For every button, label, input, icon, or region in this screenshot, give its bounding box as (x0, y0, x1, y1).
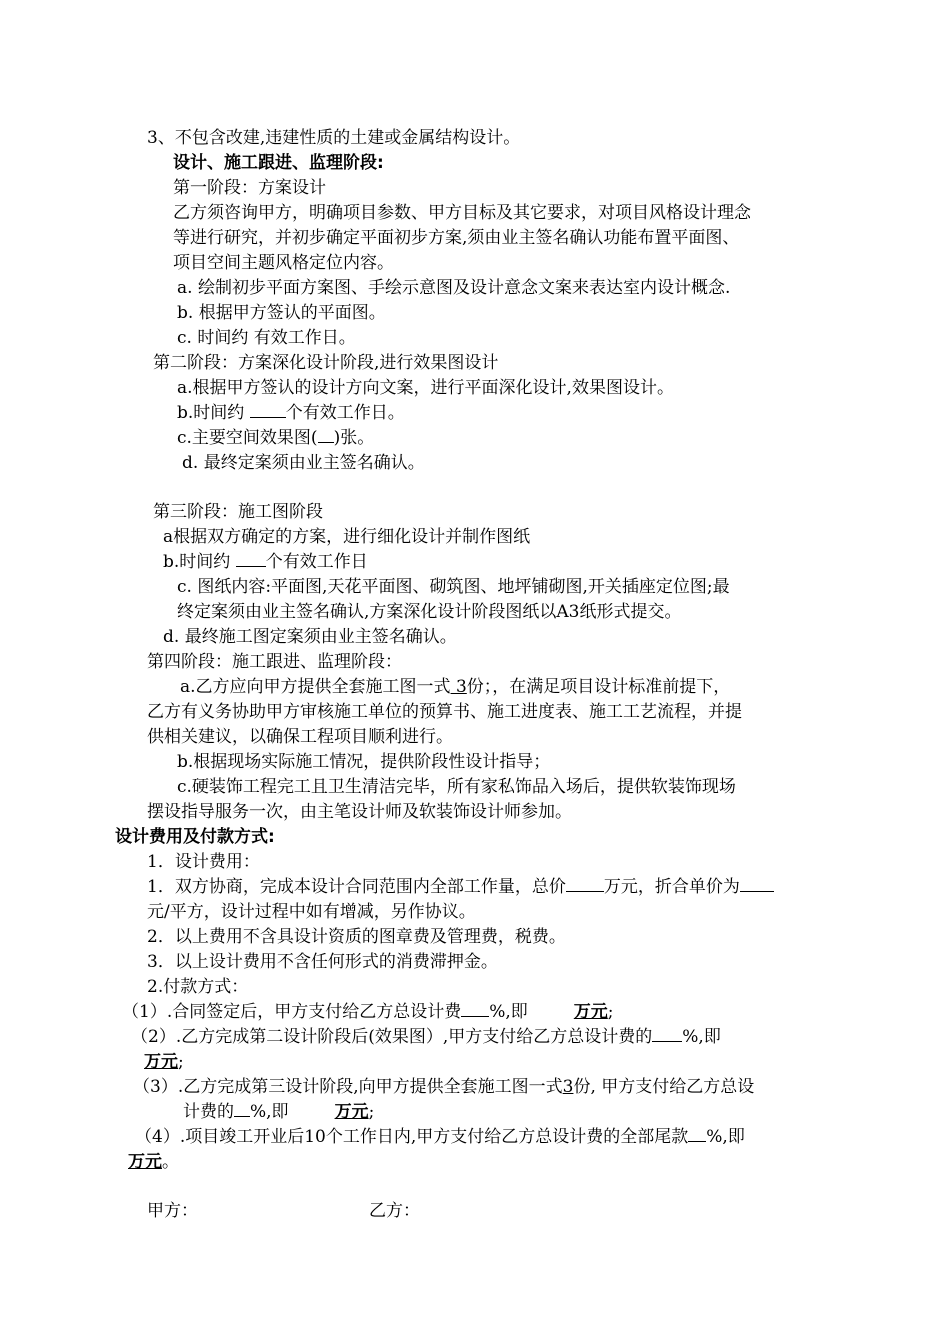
stage3-item-a: a根据双方确定的方案，进行细化设计并制作图纸 (163, 527, 531, 547)
payment-4: （4）.项目竣工开业后10个工作日内,甲方支付给乙方总设计费的全部尾款 %,即 (135, 1127, 745, 1147)
blank-field (234, 1100, 250, 1117)
stage1-item-c: c. 时间约 有效工作日。 (177, 328, 356, 348)
blank-field (688, 1125, 706, 1142)
stage1-desc-line2: 等进行研究，并初步确定平面初步方案,须由业主签名确认功能布置平面图、 (173, 228, 740, 248)
payment-2: （2）.乙方完成第二设计阶段后(效果图）,甲方支付给乙方总设计费的 %,即 (131, 1027, 721, 1047)
stage3-item-d: d. 最终施工图定案须由业主签名确认。 (163, 627, 457, 647)
stage4-item-c-line2: 摆设指导服务一次，由主笔设计师及软装饰设计师参加。 (147, 802, 572, 822)
stage4-item-a-line3: 供相关建议，以确保工程项目顺利进行。 (147, 727, 453, 747)
fees-p1-line2: 元/平方，设计过程中如有增减，另作协议。 (147, 902, 476, 922)
fees-p3: 3．以上设计费用不含任何形式的消费滞押金。 (147, 952, 498, 972)
stage1-item-a: a. 绘制初步平面方案图、手绘示意图及设计意念文案来表达室内设计概念. (177, 278, 731, 298)
stage4-item-a-line2: 乙方有义务协助甲方审核施工单位的预算书、施工进度表、施工工艺流程，并提 (147, 702, 742, 722)
party-b-label: 乙方： (369, 1201, 420, 1221)
stage4-item-c-line1: c.硬装饰工程完工且卫生清洁完毕，所有家私饰品入场后，提供软装饰现场 (177, 777, 736, 797)
stage2-item-c: c.主要空间效果图( )张。 (177, 428, 375, 448)
stage1-title: 第一阶段：方案设计 (173, 178, 326, 198)
payment-4-cont: 万元。 (128, 1152, 179, 1172)
stage4-item-b: b.根据现场实际施工情况，提供阶段性设计指导； (177, 752, 551, 772)
stage3-item-b: b.时间约 个有效工作日 (163, 552, 368, 572)
stage4-item-a-line1: a.乙方应向甲方提供全套施工图一式 3份；，在满足项目设计标准前提下， (180, 677, 731, 697)
stage2-title: 第二阶段：方案深化设计阶段,进行效果图设计 (153, 353, 499, 373)
stage1-desc-line1: 乙方须咨询甲方，明确项目参数、甲方目标及其它要求，对项目风格设计理念 (173, 203, 751, 223)
stage2-item-b: b.时间约 个有效工作日。 (177, 403, 405, 423)
item-3: 3、不包含改建,违建性质的土建或金属结构设计。 (147, 128, 521, 148)
payment-3: （3）.乙方完成第三设计阶段,向甲方提供全套施工图一式3份, 甲方支付给乙方总设 (133, 1077, 755, 1097)
stage3-item-c-line2: 终定案须由业主签名确认,方案深化设计阶段图纸以A3纸形式提交。 (177, 602, 682, 622)
fees-sub2: 2.付款方式： (147, 977, 249, 997)
stage2-item-a: a.根据甲方签认的设计方向文案，进行平面深化设计,效果图设计。 (177, 378, 674, 398)
fees-p1-line1: 1．双方协商，完成本设计合同范围内全部工作量，总价 万元，折合单价为 (147, 875, 774, 899)
blank-field (652, 1025, 682, 1042)
payment-2-cont: 万元; (144, 1052, 184, 1072)
design-stage-heading: 设计、施工跟进、监理阶段: (173, 153, 384, 173)
fees-sub1: 1．设计费用： (147, 852, 260, 872)
stage3-item-c-line1: c. 图纸内容:平面图,天花平面图、砌筑图、地坪铺砌图,开关插座定位图;最 (177, 577, 730, 597)
stage4-title: 第四阶段：施工跟进、监理阶段： (147, 652, 402, 672)
blank-field (740, 875, 774, 892)
blank-field (250, 401, 286, 418)
blank-field (566, 875, 604, 892)
stage2-item-d: d. 最终定案须由业主签名确认。 (182, 453, 425, 473)
payment-1: （1）.合同签定后，甲方支付给乙方总设计费 %,即 万元; (122, 1002, 614, 1022)
fees-p2: 2．以上费用不含具设计资质的图章费及管理费，税费。 (147, 927, 566, 947)
stage1-desc-line3: 项目空间主题风格定位内容。 (173, 253, 394, 273)
blank-field (461, 1000, 489, 1017)
blank-field (318, 426, 334, 443)
stage1-item-b: b. 根据甲方签认的平面图。 (177, 303, 386, 323)
blank-field (236, 550, 266, 567)
fees-heading: 设计费用及付款方式: (115, 827, 275, 847)
party-a-label: 甲方： (147, 1201, 198, 1221)
payment-3-cont: 计费的 %,即 万元; (183, 1102, 375, 1122)
stage3-title: 第三阶段：施工图阶段 (153, 502, 323, 522)
